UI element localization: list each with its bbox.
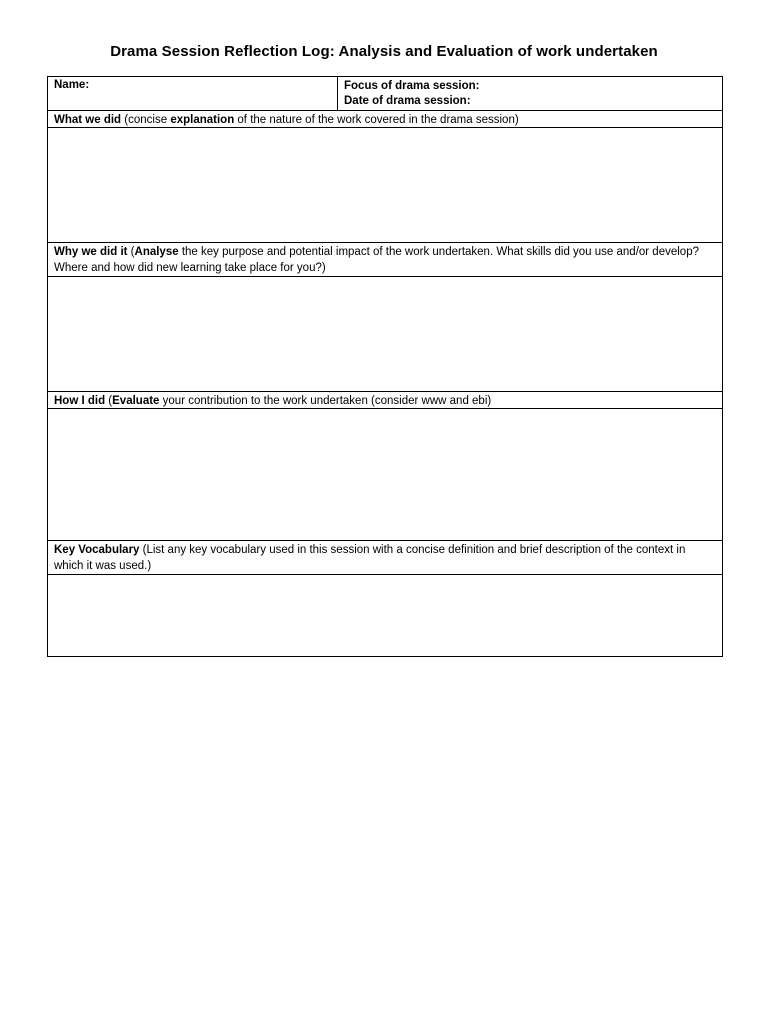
prompt-text: your contribution to the work undertaken (consider www and ebi) bbox=[159, 395, 492, 407]
header-row bbox=[48, 77, 722, 111]
why-we-did-it-answer-box[interactable] bbox=[48, 277, 722, 392]
name-field[interactable] bbox=[48, 77, 338, 110]
prompt-keyword: Analyse bbox=[134, 246, 179, 258]
what-we-did-heading: What we did bbox=[54, 114, 122, 126]
key-vocabulary-heading: Key Vocabulary bbox=[54, 544, 140, 556]
why-we-did-it-prompt bbox=[48, 243, 722, 277]
prompt-text: ( bbox=[105, 395, 113, 407]
what-we-did-answer-box[interactable] bbox=[48, 128, 722, 243]
key-vocabulary-prompt bbox=[48, 541, 722, 575]
focus-label: Focus of drama session: bbox=[344, 80, 480, 92]
prompt-text: ( bbox=[127, 246, 135, 258]
prompt-keyword: Evaluate bbox=[112, 395, 160, 407]
how-i-did-answer-box[interactable] bbox=[48, 409, 722, 541]
name-label: Name: bbox=[54, 79, 90, 91]
why-we-did-it-heading: Why we did it bbox=[54, 246, 128, 258]
key-vocabulary-answer-box[interactable] bbox=[48, 575, 722, 656]
what-we-did-prompt bbox=[48, 111, 722, 128]
prompt-text: (List any key vocabulary used in this session with a concise definition and brief description of the context in which it was used.) bbox=[54, 544, 686, 572]
prompt-text: (concise bbox=[121, 114, 171, 126]
prompt-keyword: explanation bbox=[170, 114, 235, 126]
session-info-field[interactable] bbox=[338, 77, 722, 110]
how-i-did-heading: How I did bbox=[54, 395, 106, 407]
page-title: Drama Session Reflection Log: Analysis and Evaluation of work undertaken bbox=[110, 43, 658, 60]
reflection-log-form bbox=[47, 76, 723, 657]
prompt-text: of the nature of the work covered in the drama session) bbox=[234, 114, 519, 126]
prompt-text: the key purpose and potential impact of the work undertaken. What skills did you use and/or develop? Where and how did new learning take place for you?) bbox=[54, 246, 699, 274]
date-label: Date of drama session: bbox=[344, 95, 471, 107]
how-i-did-prompt bbox=[48, 392, 722, 409]
